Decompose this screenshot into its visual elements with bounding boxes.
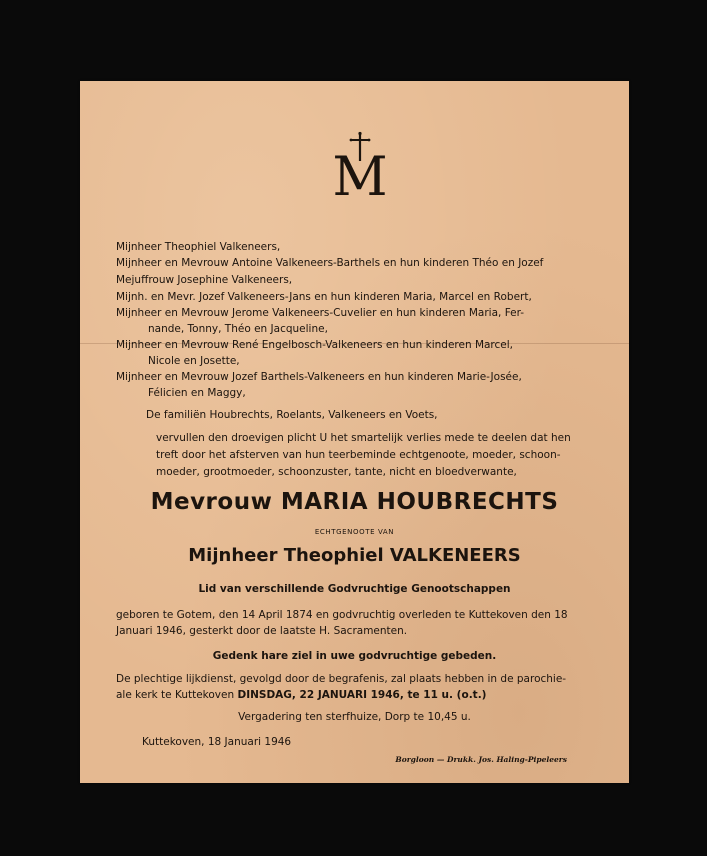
memorial-card [80, 81, 629, 783]
families-line: De familiën Houbrechts, Roelants, Valkeneers en Voets, [146, 409, 438, 421]
mourner-line: Félicien en Maggy, [148, 387, 246, 399]
gathering-line: Vergadering ten sterfhuize, Dorp te 10,45 u. [238, 711, 471, 723]
husband-name: Mijnheer Theophiel VALKENEERS [188, 545, 521, 566]
funeral-line [116, 689, 487, 702]
spouse-label: ECHTGENOOTE VAN [314, 528, 395, 536]
funeral-date: DINSDAG, 22 JANUARI 1946, te 11 u. (o.t.) [237, 689, 487, 701]
mourner-line: Nicole en Josette, [148, 355, 240, 367]
mourner-line: Mijnheer en Mevrouw Jerome Valkeneers-Cuvelier en hun kinderen Maria, Fer- [116, 307, 525, 319]
printer-credit: Borgloon — Drukk. Jos. Haling-Pipeleers [395, 755, 567, 764]
mourner-line: Mijnheer en Mevrouw Jozef Barthels-Valkeneers en hun kinderen Marie-Josée, [116, 371, 522, 383]
birth-death-line: Januari 1946, gesterkt door de laatste H. Sacramenten. [116, 625, 408, 637]
mourner-line: Mijnh. en Mevr. Jozef Valkeneers-Jans en hun kinderen Maria, Marcel en Robert, [116, 291, 532, 303]
place-date: Kuttekoven, 18 Januari 1946 [142, 736, 292, 748]
announcement-line: vervullen den droevigen plicht U het smartelijk verlies mede te deelen dat hen [156, 432, 571, 444]
funeral-line: De plechtige lijkdienst, gevolgd door de begrafenis, zal plaats hebben in de parochie- [116, 673, 567, 685]
funeral-location: ale kerk te Kuttekoven [116, 689, 235, 701]
membership-line: Lid van verschillende Godvruchtige Genootschappen [198, 583, 511, 595]
deceased-name: Mevrouw MARIA HOUBRECHTS [150, 489, 559, 515]
announcement-line: treft door het afsterven van hun teerbeminde echtgenoote, moeder, schoon- [156, 449, 561, 461]
mourner-line: nande, Tonny, Théo en Jacqueline, [148, 323, 328, 335]
mourner-line: Mijnheer en Mevrouw Antoine Valkeneers-Barthels en hun kinderen Théo en Jozef [116, 257, 544, 269]
monogram [320, 131, 400, 201]
birth-death-line: geboren te Gotem, den 14 April 1874 en godvruchtig overleden te Kuttekoven den 18 [116, 609, 568, 621]
announcement-line: moeder, grootmoeder, schoonzuster, tante, nicht en bloedverwante, [156, 466, 517, 478]
mourner-line: Mejuffrouw Josephine Valkeneers, [116, 274, 293, 286]
mourner-line: Mijnheer Theophiel Valkeneers, [116, 241, 281, 253]
mourner-line: Mijnheer en Mevrouw René Engelbosch-Valkeneers en hun kinderen Marcel, [116, 339, 514, 351]
monogram-letter: M [332, 145, 388, 201]
prayer-line: Gedenk hare ziel in uwe godvruchtige gebeden. [212, 650, 497, 662]
